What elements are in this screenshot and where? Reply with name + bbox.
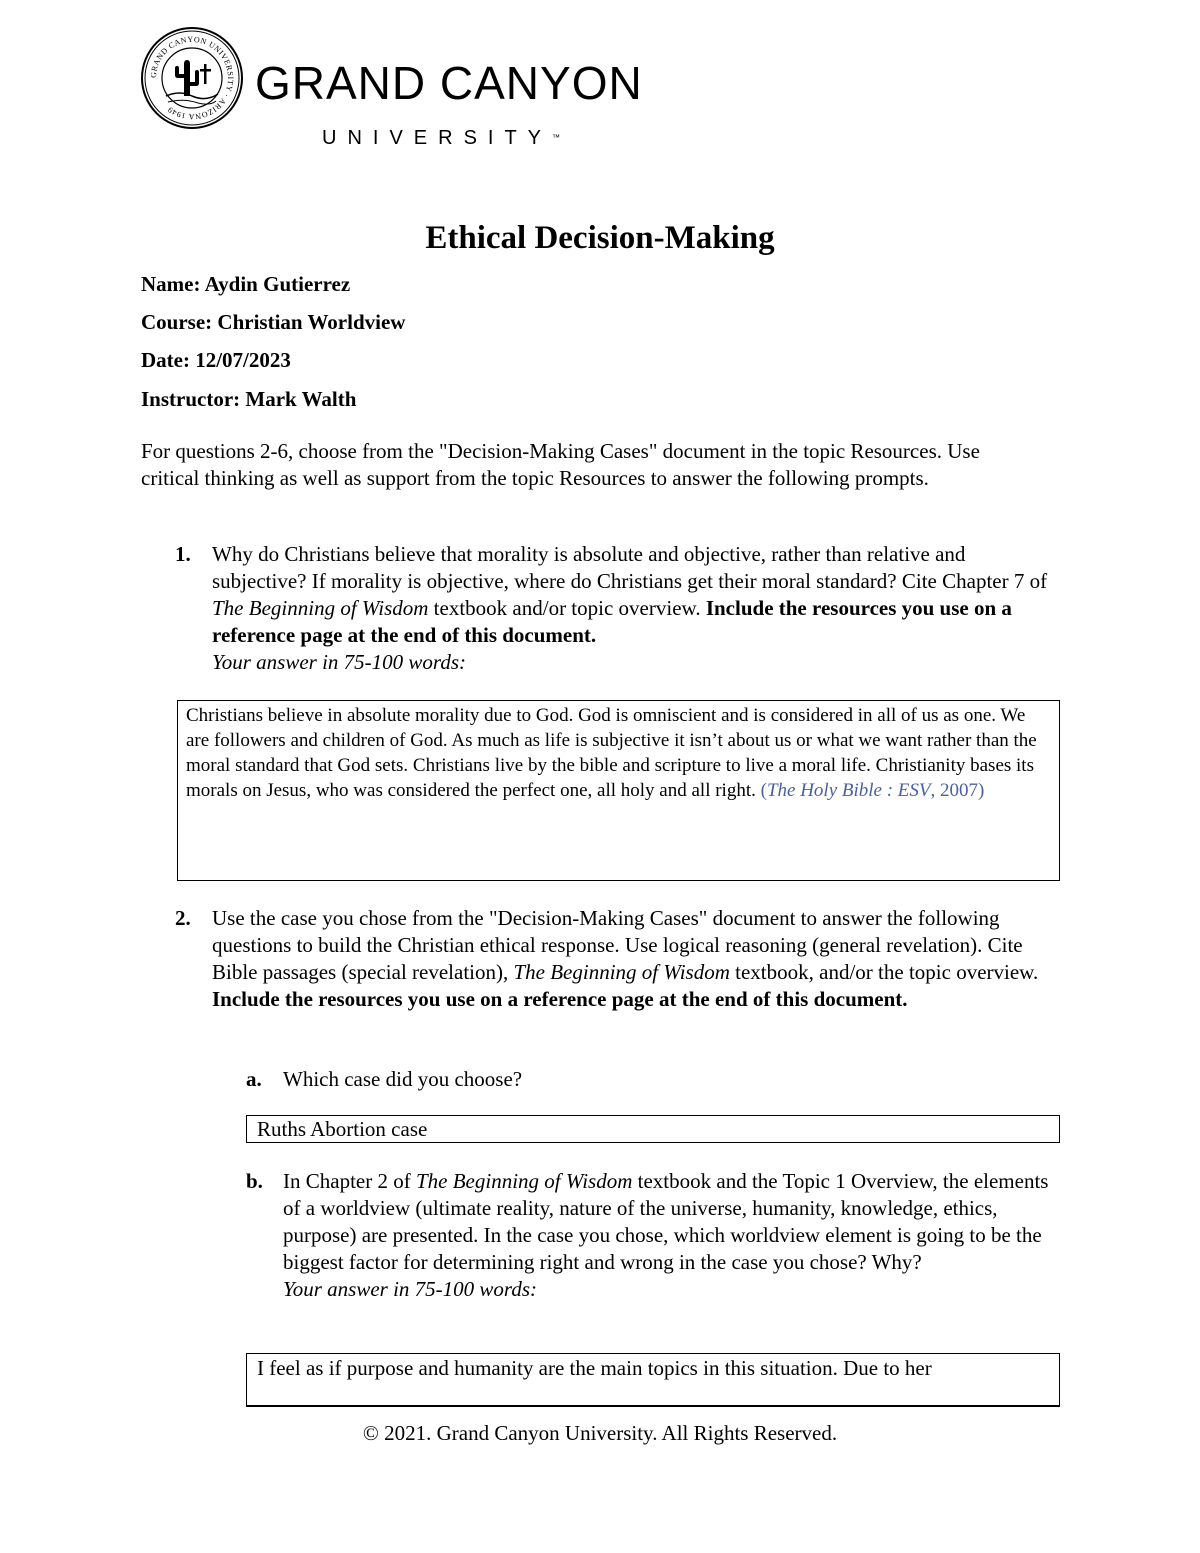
- question-2b-prompt: Your answer in 75-100 words:: [283, 1277, 537, 1301]
- question-2b-label: b.: [246, 1169, 263, 1193]
- question-1-answer-box[interactable]: [177, 700, 1060, 881]
- logo-wordmark: GRAND CANYON: [255, 57, 643, 109]
- trademark-symbol: ™: [552, 133, 561, 142]
- instructions-paragraph: For questions 2-6, choose from the "Decision-Making Cases" document in the topic Resources. Use critical thinking as well as support from the topic Resources to answer the following prompts.: [141, 439, 980, 490]
- copyright-footer: © 2021. Grand Canyon University. All Rights Reserved.: [362, 1421, 838, 1445]
- question-2-text: Use the case you chose from the "Decision-Making Cases" document to answer the following questions to build the Christian ethical response. Use logical reasoning (general revelation). Cite Bible passages (special revelation), The Beginning of Wisdom textbook, and/or the topic overview. Include the resources you use on a reference page at the end of this document.: [212, 906, 1039, 1011]
- page-title: Ethical Decision-Making: [425, 220, 775, 256]
- question-2a-answer: Ruths Abortion case: [257, 1117, 428, 1141]
- course-name: Course: Christian Worldview: [141, 310, 406, 334]
- seal-text: GRAND CANYON UNIVERSITY · ARIZONA 1949: [148, 34, 236, 122]
- question-2-number: 2.: [175, 906, 191, 930]
- submission-date: Date: 12/07/2023: [141, 348, 291, 372]
- question-1-answer: Christians believe in absolute morality due to God. God is omniscient and is considered in all of us as one. We are followers and children of God. As much as life is subjective it isn’t about us or what we want rather than the moral standard that God sets. Christians live by the bible and scripture to live a moral life. Christianity bases its morals on Jesus, who was considered the perfect one, all holy and all right. (The Holy Bible : ESV, 2007): [186, 705, 1037, 801]
- book-title: The Beginning of Wisdom: [513, 960, 730, 984]
- question-2a-answer-box[interactable]: [246, 1115, 1060, 1143]
- question-1-prompt: Your answer in 75-100 words:: [212, 650, 466, 674]
- university-logo: [140, 26, 643, 149]
- question-2b-answer-box[interactable]: [246, 1353, 1060, 1407]
- question-2b-answer: I feel as if purpose and humanity are the main topics in this situation. Due to her: [257, 1356, 932, 1380]
- question-1-number: 1.: [175, 542, 191, 566]
- question-2a-label: a.: [246, 1067, 262, 1091]
- question-2-instruction: Include the resources you use on a reference page at the end of this document.: [212, 987, 908, 1011]
- question-2b-text: In Chapter 2 of The Beginning of Wisdom textbook and the Topic 1 Overview, the elements of a worldview (ultimate reality, nature of the universe, humanity, knowledge, ethics, purpose) are presented. In the case you chose, which worldview element is going to be the biggest factor for determining right and wrong in the case you chose? Why? Your answer in 75-100 words:: [283, 1169, 1049, 1301]
- book-title: The Beginning of Wisdom: [415, 1169, 633, 1193]
- university-seal-icon: [140, 26, 244, 130]
- question-1-instruction: Include the resources you use on a reference page at the end of this document.: [212, 596, 1012, 647]
- instructor-name: Instructor: Mark Walth: [141, 387, 357, 411]
- book-title: The Beginning of Wisdom: [212, 596, 429, 620]
- question-2a-text: Which case did you choose?: [283, 1067, 523, 1091]
- question-1-text: Why do Christians believe that morality is absolute and objective, rather than relative and subjective? If morality is objective, where do Christians get their moral standard? Cite Chapter 7 of The Beginning of Wisdom textbook and/or topic overview. Include the resources you use on a reference page at the end of this document. Your answer in 75-100 words:: [212, 542, 1048, 674]
- logo-subtitle: UNIVERSITY™: [322, 127, 561, 149]
- citation-title: The Holy Bible : ESV: [766, 780, 931, 801]
- student-name: Name: Aydin Gutierrez: [141, 272, 351, 296]
